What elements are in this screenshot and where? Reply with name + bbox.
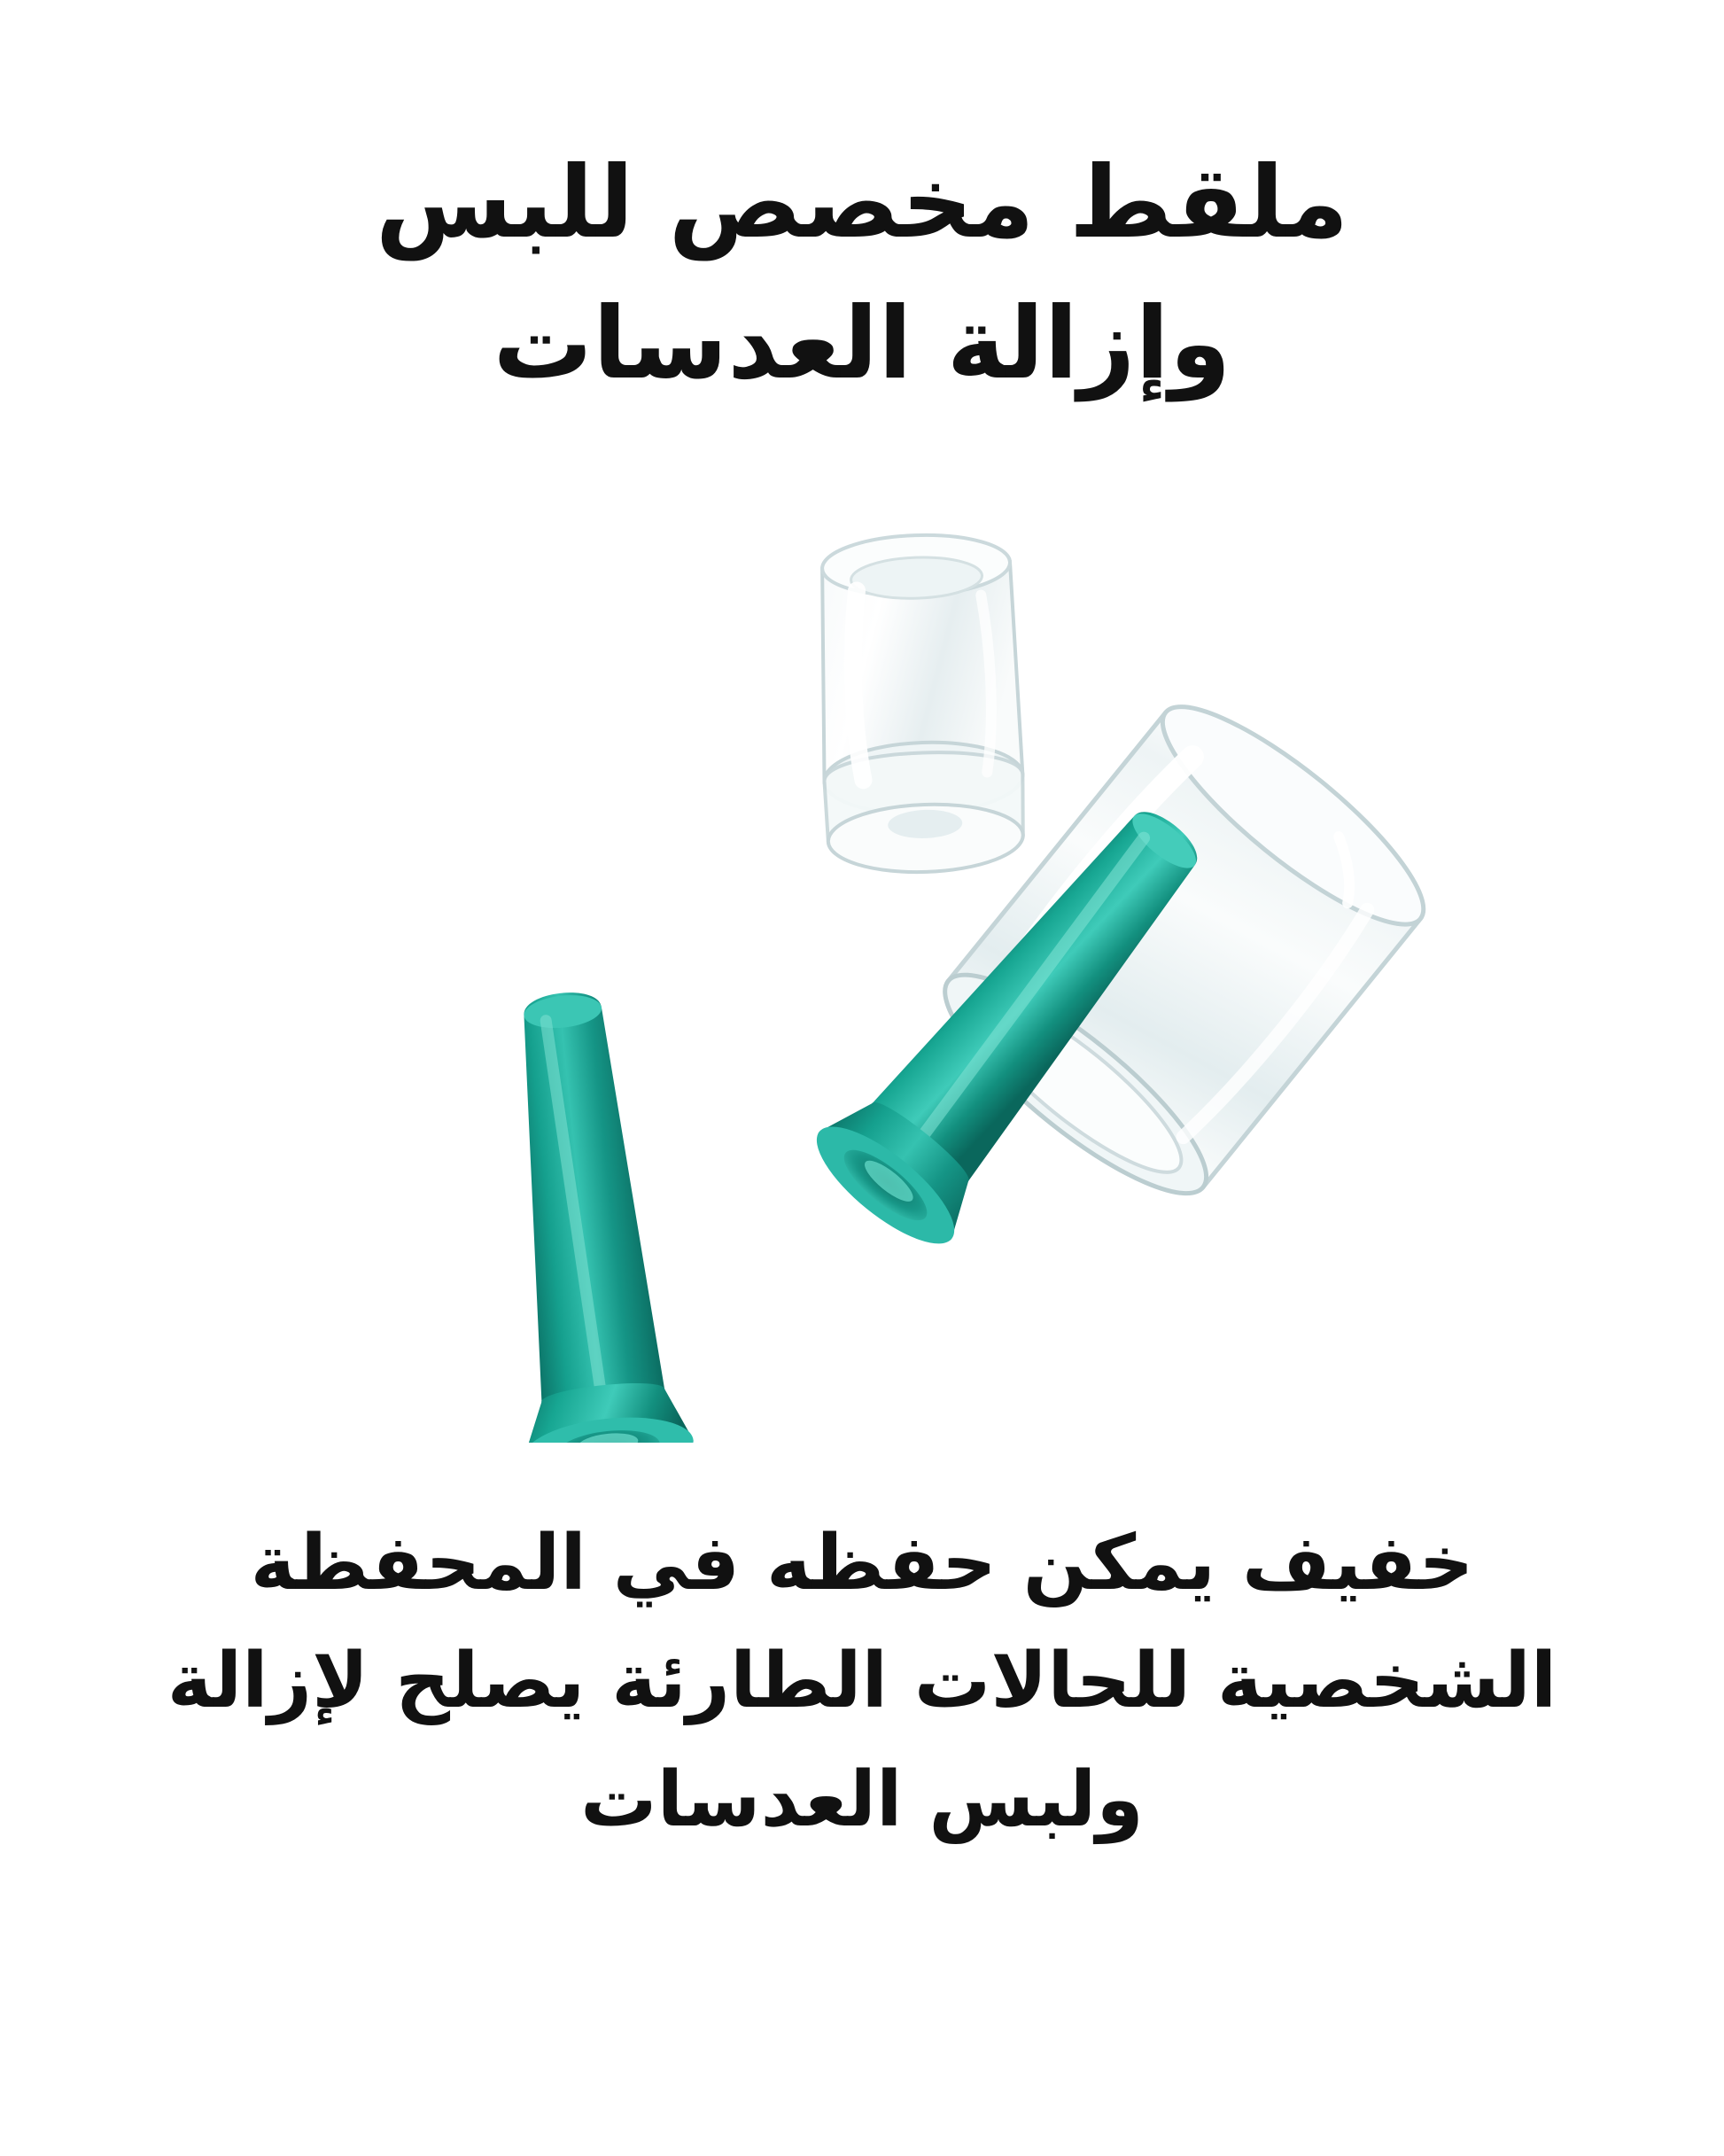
product-description-line-2: الشخصية للحالات الطارئة يصلح لإزالة: [167, 1637, 1557, 1726]
product-description-line-1: خفيف يمكن حفظه في المحفظة: [250, 1519, 1474, 1608]
tweezer-left: [477, 985, 697, 1443]
product-description: [144, 1505, 1580, 1859]
product-description-line-3: ولبس العدسات: [580, 1755, 1144, 1844]
product-photo: [0, 512, 1724, 1443]
case-cap: [816, 532, 1026, 876]
page-title-line-2: وإزالة العدسات: [493, 286, 1231, 402]
page-title: [198, 133, 1526, 415]
page-title-line-1: ملقط مخصص للبس: [375, 145, 1349, 261]
